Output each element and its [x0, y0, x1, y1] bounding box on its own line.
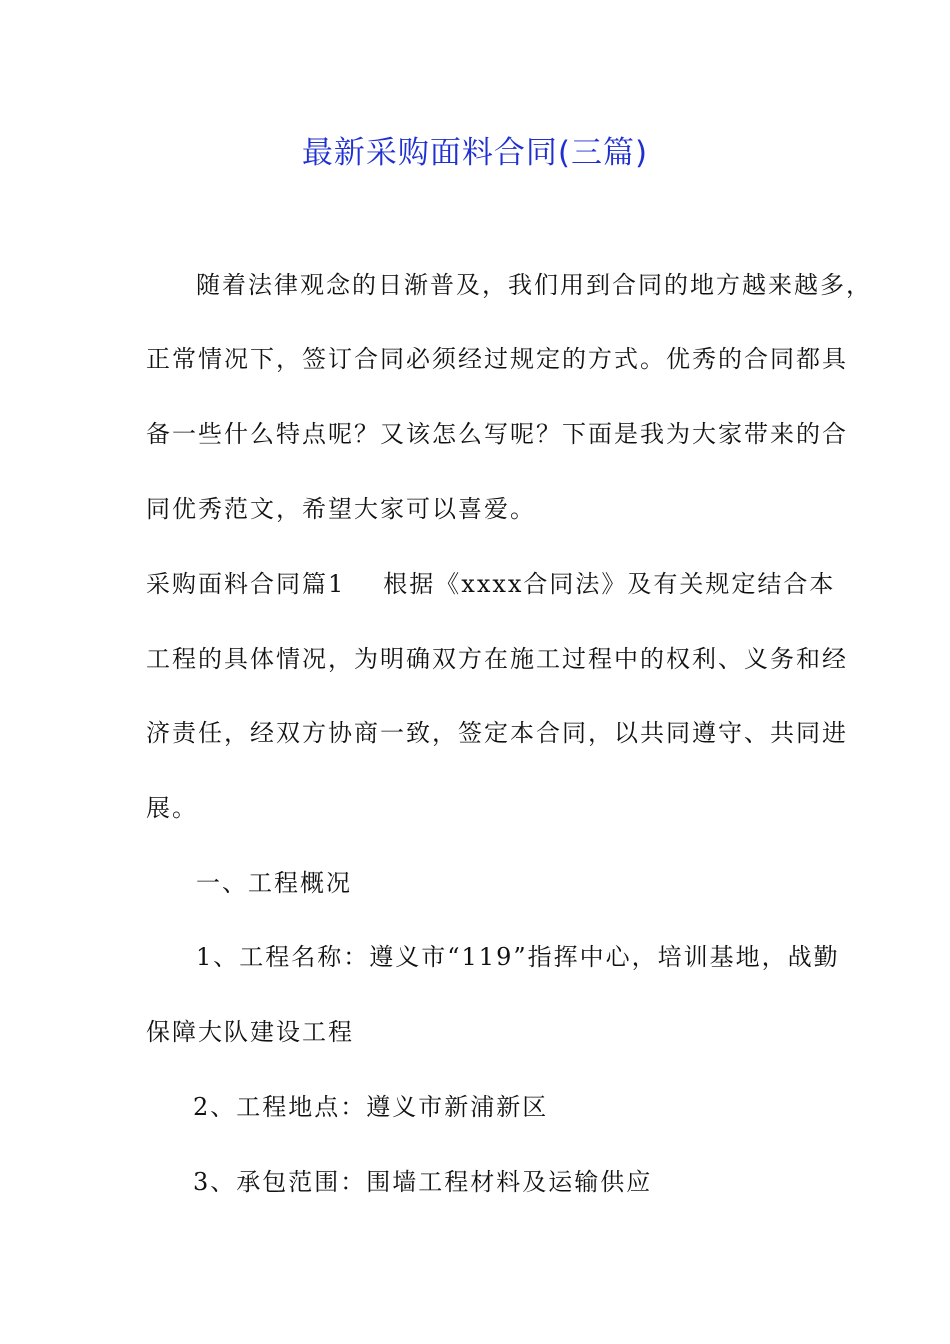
- section-lead: 根据《xxxx合同法》及有关规定结合本: [383, 570, 836, 598]
- section-line: [146, 569, 835, 599]
- paragraph-line: 正常情况下，签订合同必须经过规定的方式。优秀的合同都具: [146, 345, 848, 373]
- list-item: 1、工程名称：遵义市“119”指挥中心，培训基地，战勤: [196, 943, 840, 971]
- paragraph-line: 济责任，经双方协商一致，签定本合同，以共同遵守、共同进: [146, 719, 848, 747]
- paragraph-line: 工程的具体情况，为明确双方在施工过程中的权利、义务和经: [146, 645, 848, 673]
- paragraph-line: 备一些什么特点呢？又该怎么写呢？下面是我为大家带来的合: [146, 420, 848, 448]
- document-title: 最新采购面料合同(三篇): [301, 135, 649, 171]
- paragraph-line: 随着法律观念的日渐普及，我们用到合同的地方越来越多，: [196, 271, 872, 299]
- list-item-continuation: 保障大队建设工程: [146, 1018, 354, 1046]
- list-item: 2、工程地点：遵义市新浦新区: [193, 1093, 549, 1121]
- subsection-heading: 一、工程概况: [196, 869, 352, 897]
- paragraph-line: 展。: [146, 794, 198, 822]
- paragraph-line: 同优秀范文，希望大家可以喜爱。: [146, 495, 536, 523]
- list-item: 3、承包范围：围墙工程材料及运输供应: [193, 1168, 653, 1196]
- section-heading: 采购面料合同篇1: [146, 570, 346, 598]
